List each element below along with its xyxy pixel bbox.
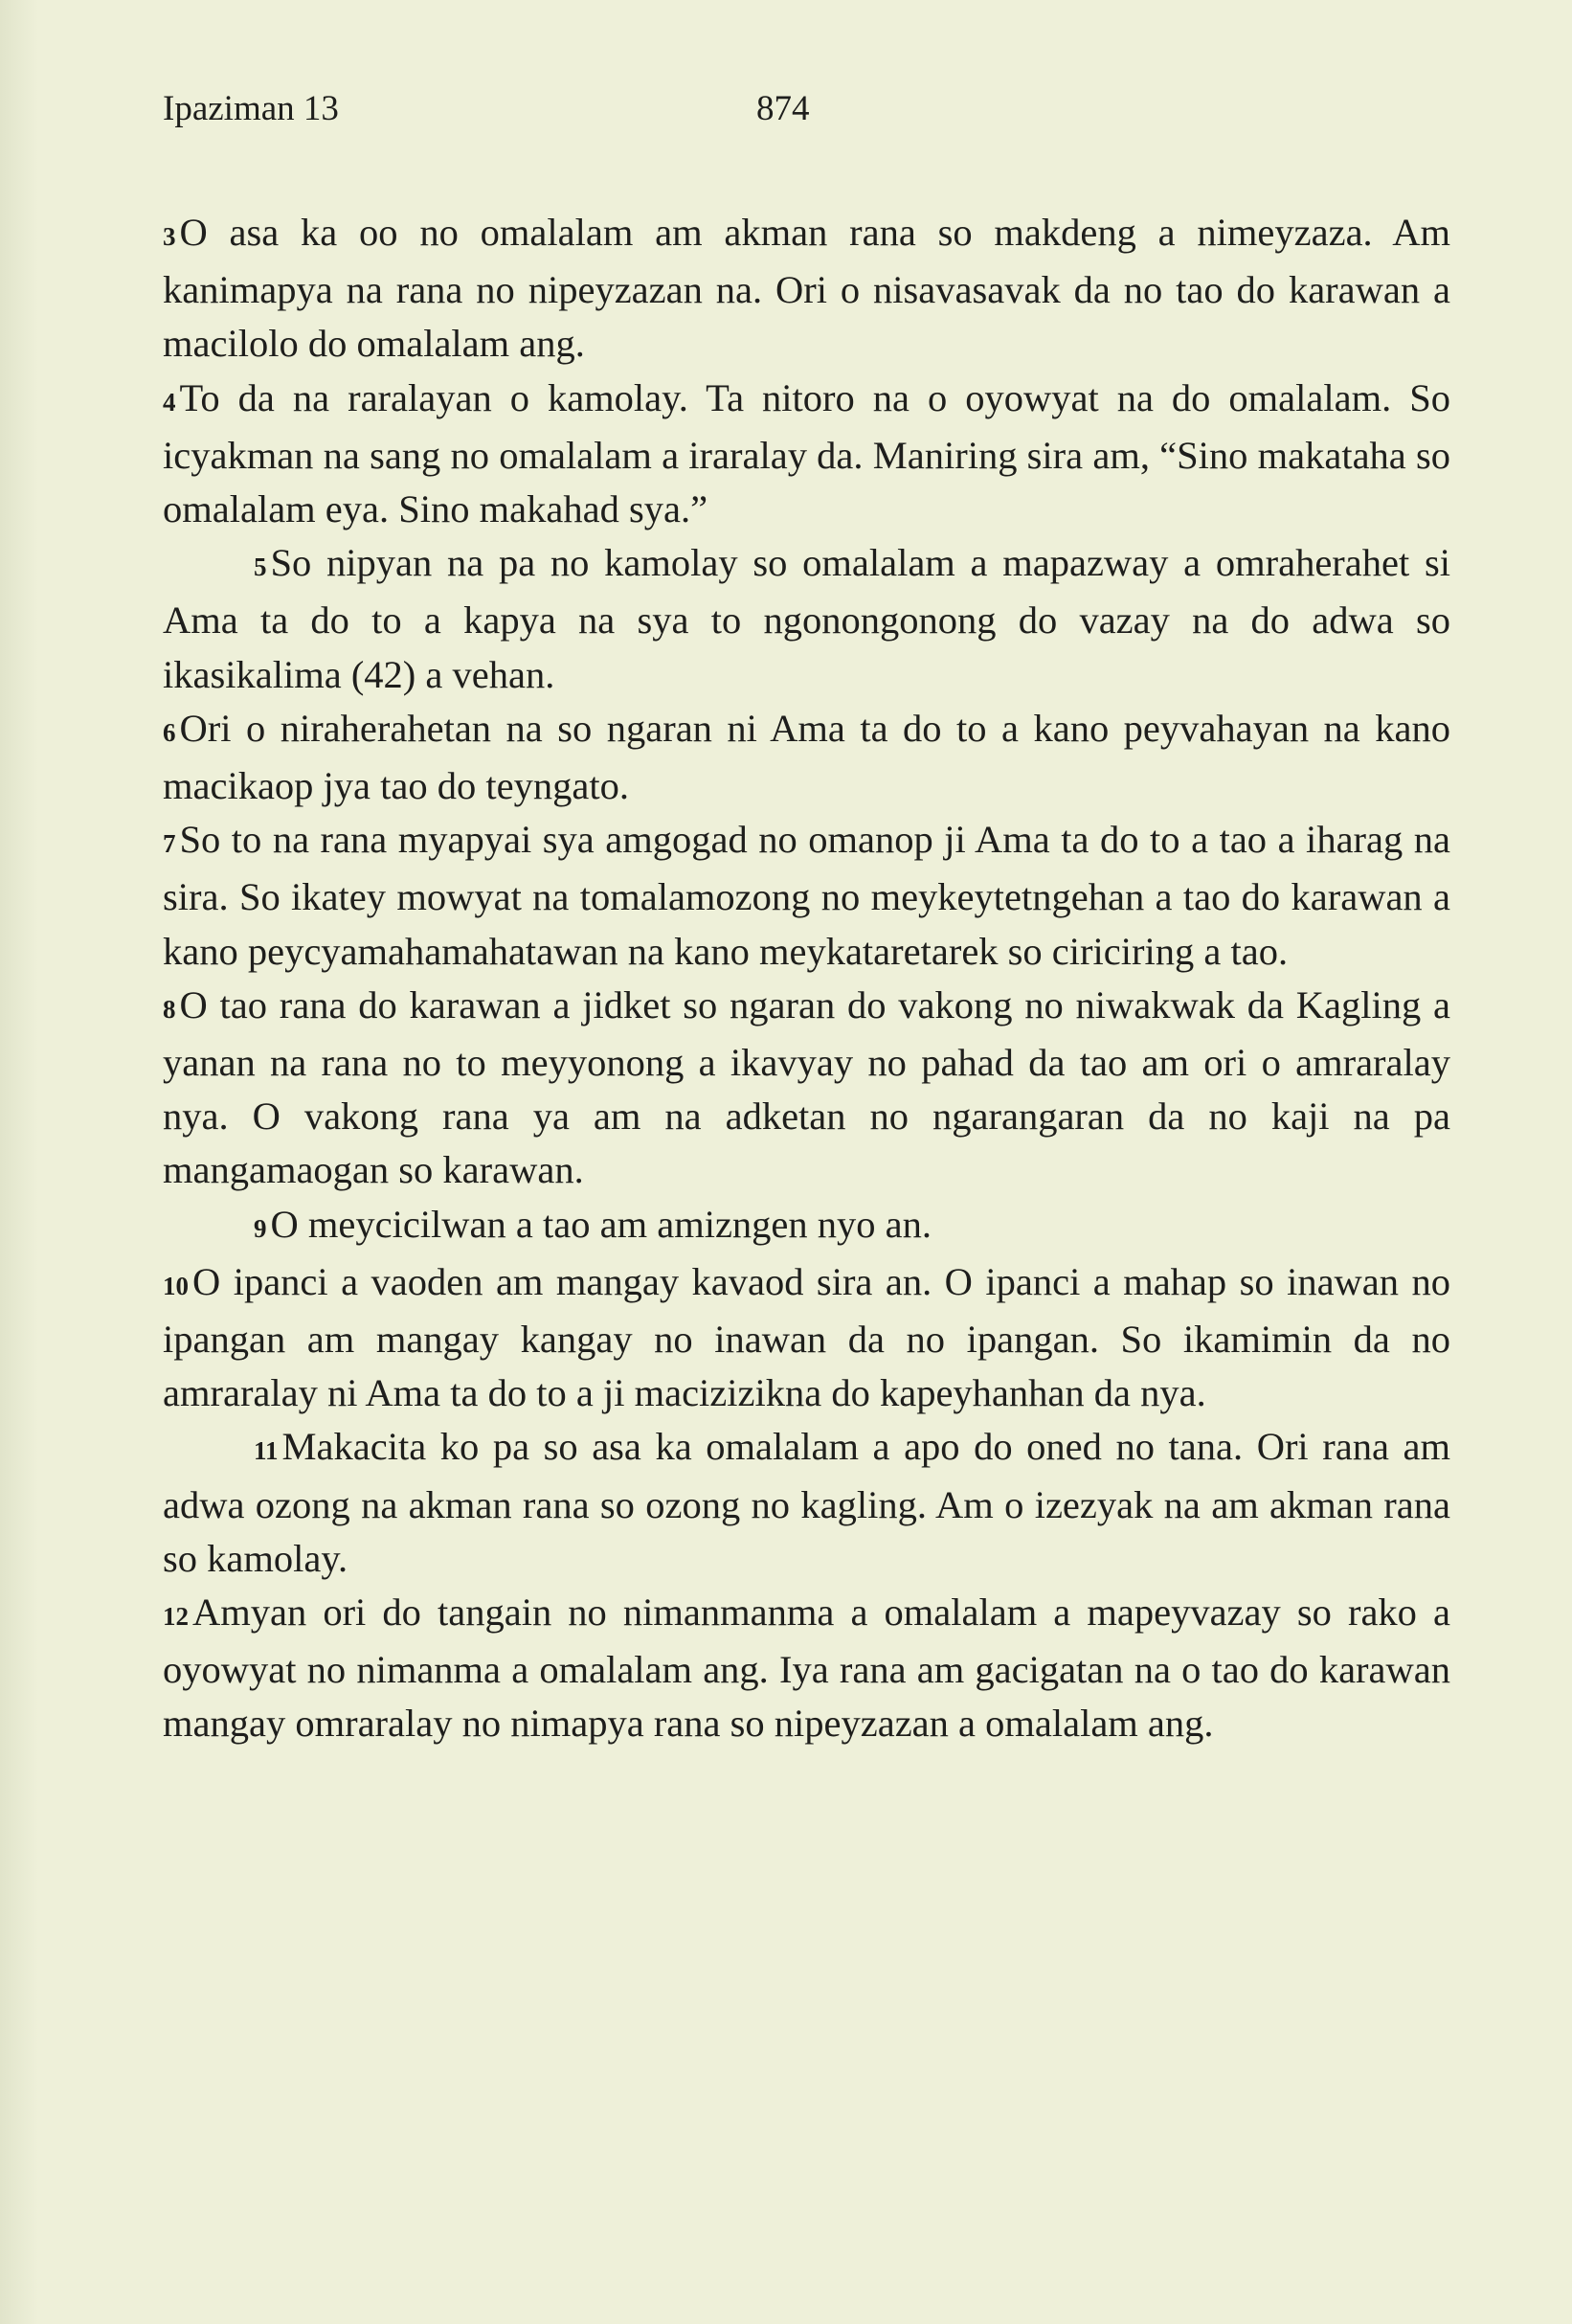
verse-number: 4 — [163, 387, 176, 417]
page-number: 874 — [756, 89, 810, 128]
verse — [163, 1586, 1450, 1751]
verse-text: O asa ka oo no omalalam am akman rana so makdeng a nimeyzaza. Am kanimapya na rana no nipeyzazan na. Ori o nisavasavak da no tao do karawan a macilolo do omalalam ang. — [163, 211, 1450, 366]
verse — [163, 1255, 1450, 1421]
verse — [163, 1198, 1450, 1255]
verse — [163, 813, 1450, 979]
verse-number: 12 — [163, 1602, 189, 1632]
verse-text: O tao rana do karawan a jidket so ngaran do vakong no niwakwak da Kagling a yanan na rana no to meyyonong a ikavyay no pahad da tao am ori o amraralay nya. O vakong rana ya am na adketan no ngarangaran da no kaji na pa mangamaogan so karawan. — [163, 982, 1450, 1192]
verse-number: 7 — [163, 829, 176, 859]
verse — [163, 372, 1450, 537]
verse-number: 3 — [163, 222, 176, 251]
running-head: Ipaziman 13 — [163, 89, 339, 128]
verse-text: Ori o niraherahetan na so ngaran ni Ama ta do to a kano peyvahayan na kano macikaop jya tao do teyngato. — [163, 706, 1450, 808]
verse-text: O meycicilwan a tao am amizngen nyo an. — [270, 1202, 932, 1246]
verse — [163, 536, 1450, 702]
page-header — [163, 88, 1446, 136]
verse — [163, 702, 1450, 813]
verse-text: To da na raralayan o kamolay. Ta nitoro na o oyowyat na do omalalam. So icyakman na sang no omalalam a iraralay da. Maniring sira am, “Sino makataha so omalalam eya. Sino makahad sya.” — [163, 375, 1450, 531]
verse — [163, 206, 1450, 372]
verse — [163, 1420, 1450, 1586]
verse-number: 10 — [163, 1271, 189, 1300]
verse-number: 8 — [163, 994, 176, 1024]
verse — [163, 979, 1450, 1198]
verse-number: 11 — [254, 1436, 279, 1466]
verse-number: 9 — [254, 1213, 267, 1243]
chapter-body — [163, 206, 1450, 1751]
verse-text: Makacita ko pa so asa ka omalalam a apo do oned no tana. Ori rana am adwa ozong na akman rana so ozong no kagling. Am o izezyak na am akman rana so kamolay. — [163, 1425, 1450, 1580]
verse-text: O ipanci a vaoden am mangay kavaod sira an. O ipanci a mahap so inawan no ipangan am mangay kangay no inawan da no ipangan. So ikamimin da no amraralay ni Ama ta do to a ji macizizikna do kapeyhanhan da nya. — [163, 1259, 1450, 1415]
verse-number: 6 — [163, 717, 176, 747]
verse-text: Amyan ori do tangain no nimanmanma a omalalam a mapeyvazay so rako a oyowyat no nimanma a omalalam ang. Iya rana am gacigatan na o tao do karawan mangay omraralay no nimapya rana so nipeyzazan a omalalam ang. — [163, 1591, 1450, 1746]
verse-number: 5 — [254, 553, 267, 582]
verse-text: So to na rana myapyai sya amgogad no omanop ji Ama ta do to a tao a iharag na sira. So ikatey mowyat na tomalamozong no meykeytetngehan a tao do karawan a kano peycyamahamahatawan na kano meykataretarek so ciriciring a tao. — [163, 818, 1450, 973]
verse-text: So nipyan na pa no kamolay so omalalam a mapazway a omraherahet si Ama ta do to a kapya na sya to ngonongonong do vazay na do adwa so ikasikalima (42) a vehan. — [163, 541, 1450, 696]
